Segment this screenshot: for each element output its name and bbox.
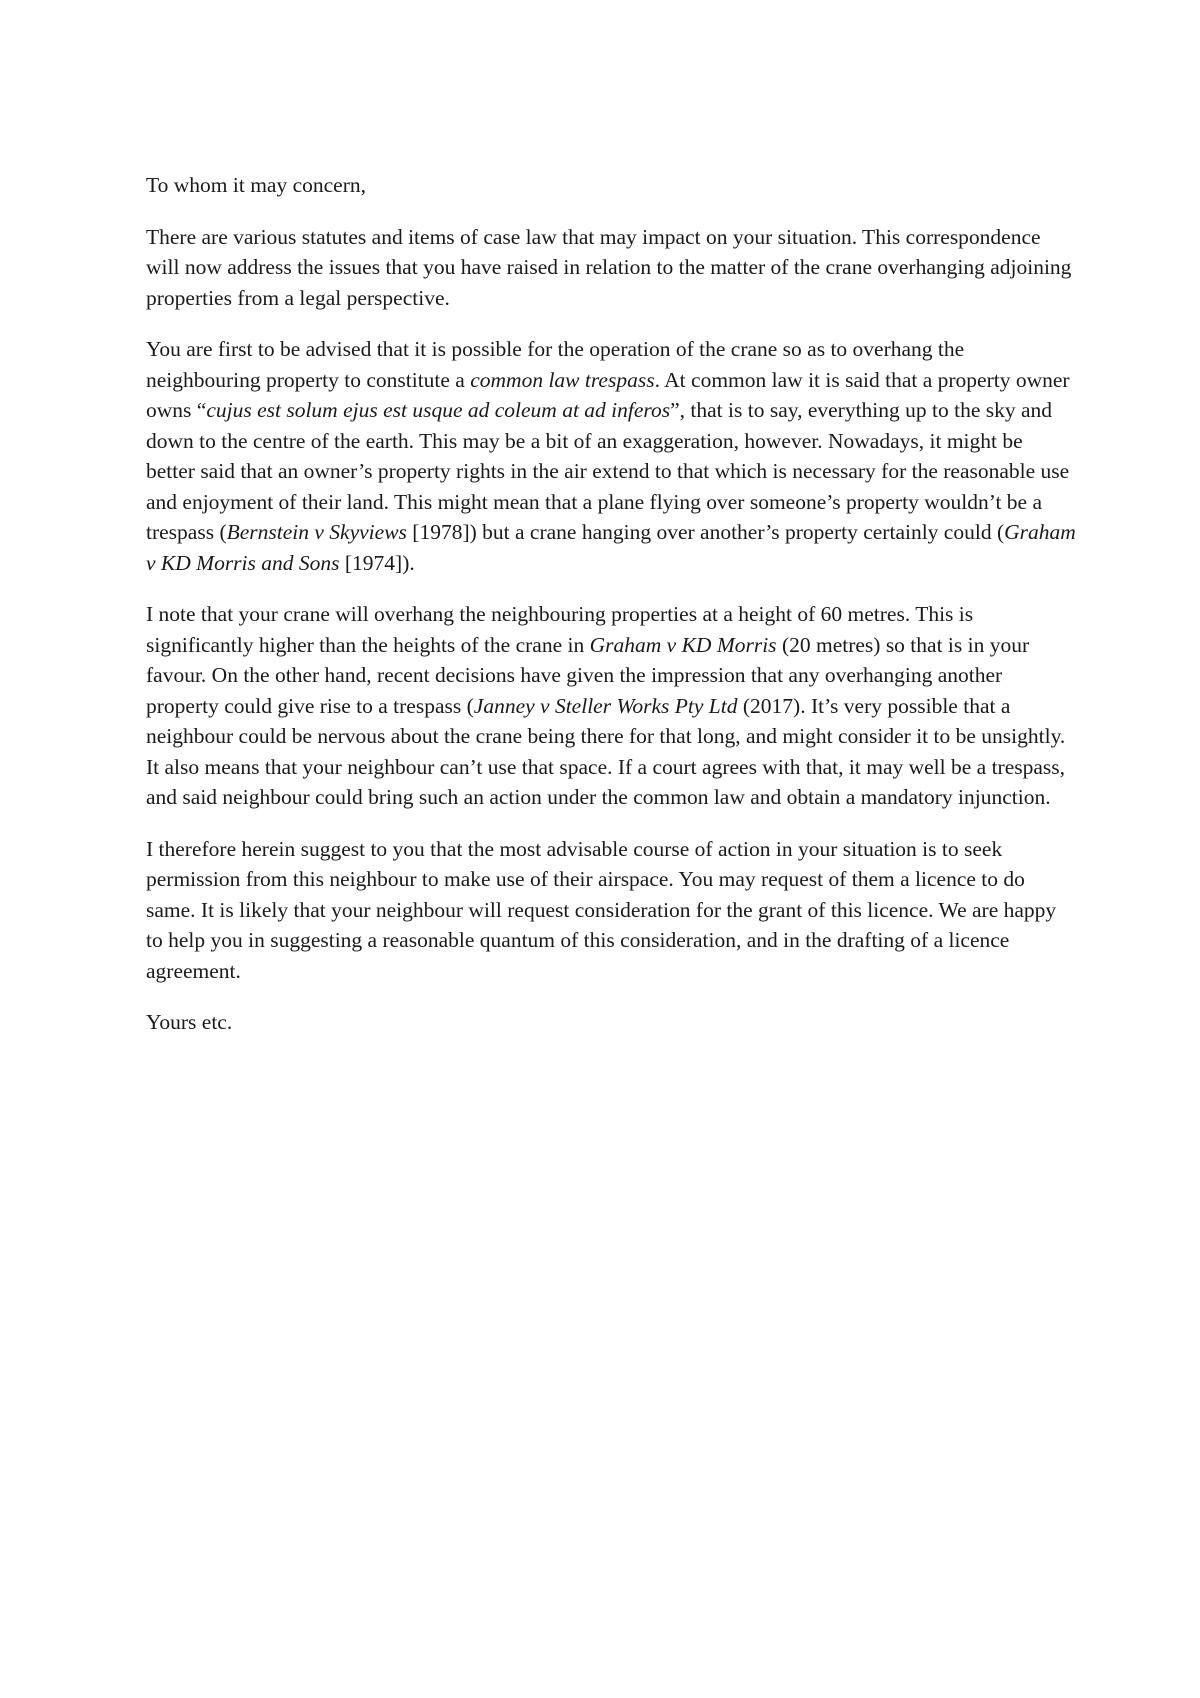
latin-maxim: cujus est solum ejus est usque ad coleum at ad inferos: [206, 398, 671, 422]
text-run: You are first to be advised that it is possible for the operation of the crane so as to overhang the neighbouring property to constitute a: [146, 337, 965, 392]
text-run: ”, that is to say, everything up to the sky and down to the centre of the earth. This may be a bit of an exaggeration, however. Nowadays, it might be better said that an owner’s property rights in the air extend to that which is necessary for the reasonable use and enjoyment of their land. This might mean that a plane flying over someone’s property wouldn’t be a trespass (: [146, 398, 1070, 544]
text-run: . At common law it is said that a property owner owns “: [146, 367, 1070, 422]
text-run: I note that your crane will overhang the neighbouring properties at a height of 60 metres. This is significantly higher than the heights of the crane in: [146, 602, 974, 657]
paragraph-intro: There are various statutes and items of case law that may impact on your situation. This correspondence will now address the issues that you have raised in relation to the matter of the crane overhanging adjoining properties from a legal perspective.: [146, 224, 1072, 310]
text-run: [1974]).: [339, 550, 415, 575]
text-run: (2017). It’s very possible that a neighbour could be nervous about the crane being there for that long, and might consider it to be unsightly. It also means that your neighbour can’t use that space. If a court agrees with that, it may well be a trespass, and said neighbour could bring such an action under the common law and obtain a mandatory injunction.: [146, 693, 1066, 809]
case-citation: Graham v KD Morris: [589, 632, 777, 657]
paragraph-advice: I therefore herein suggest to you that the most advisable course of action in your situation is to seek permission from this neighbour to make use of their airspace. You may request of them a licence to do same. It is likely that your neighbour will request consideration for the grant of this licence. We are happy to help you in suggesting a reasonable quantum of this consideration, and in the drafting of a licence agreement.: [146, 836, 1057, 983]
text-run: (20 metres) so that is in your favour. On the other hand, recent decisions have given the impression that any overhanging another property could give rise to a trespass (: [146, 632, 1030, 718]
case-citation: Janney v Steller Works Pty Ltd: [473, 693, 738, 718]
salutation: To whom it may concern,: [146, 173, 367, 197]
paragraph-height: [146, 599, 1076, 813]
closing: Yours etc.: [146, 1010, 233, 1034]
paragraph-trespass: [146, 334, 1076, 578]
text-run: [1978]) but a crane hanging over another’s property certainly could (: [406, 520, 1005, 544]
case-citation: Graham v KD Morris and Sons: [146, 520, 1076, 575]
italic-term: common law trespass: [470, 367, 655, 392]
case-citation: Bernstein v Skyviews: [226, 520, 407, 544]
letter-body: [146, 170, 1076, 1059]
